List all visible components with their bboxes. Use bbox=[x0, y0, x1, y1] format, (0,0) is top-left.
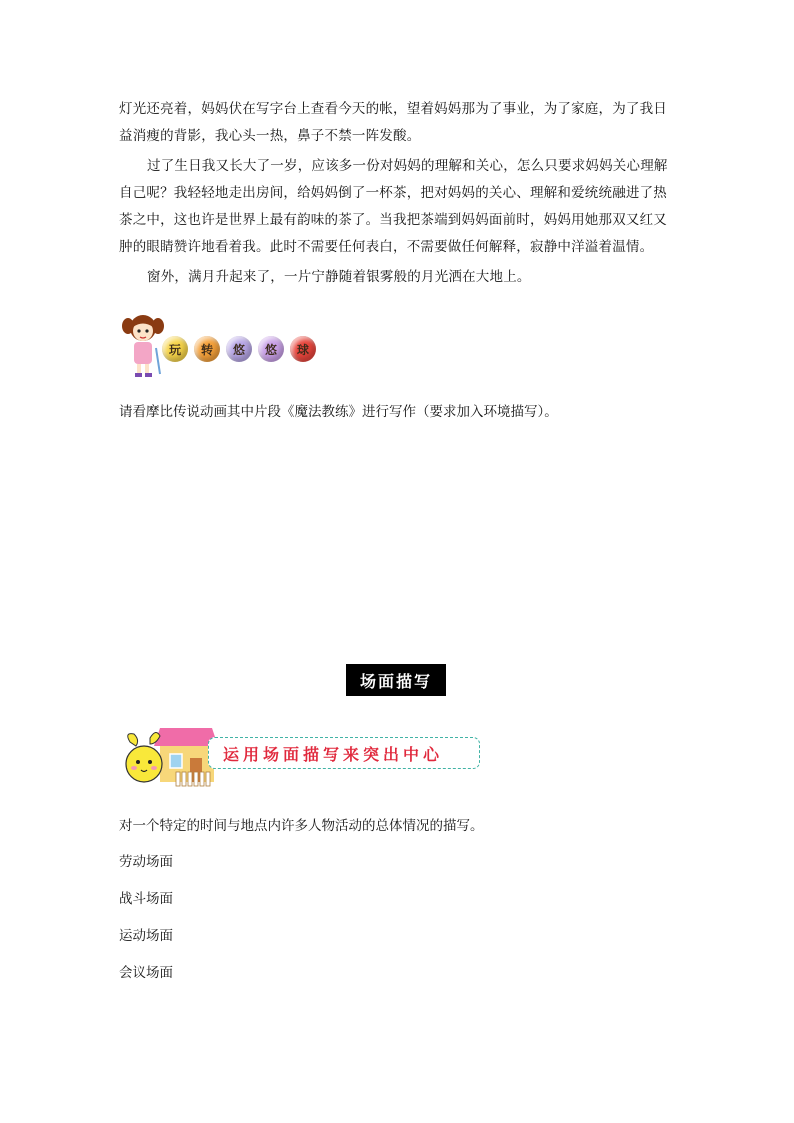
scene-item-3: 运动场面 bbox=[119, 928, 173, 944]
writing-prompt: 请看摩比传说动画其中片段《魔法教练》进行写作（要求加入环境描写）。 bbox=[119, 404, 558, 420]
section-banner bbox=[208, 737, 480, 769]
house-character-illustration bbox=[120, 724, 220, 790]
banner-text: 运用场面描写来突出中心 bbox=[223, 744, 444, 764]
scene-definition: 对一个特定的时间与地点内许多人物活动的总体情况的描写。 bbox=[119, 818, 484, 834]
paragraph-2: 过了生日我又长大了一岁，应该多一份对妈妈的理解和关心，怎么只要求妈妈关心理解自己呢？我轻轻地走出房间，给妈妈倒了一杯茶，把对妈妈的关心、理解和爱统统融进了热茶之中，这也许是世界上最有韵味的茶了。当我把茶端到妈妈面前时，妈妈用她那双又红又肿的眼睛赞许地看着我。此时不需要任何表白，不需要做任何解释，寂静中洋溢着温情。 bbox=[119, 158, 668, 255]
scene-item-1: 劳动场面 bbox=[119, 854, 173, 870]
girl-illustration bbox=[120, 308, 168, 380]
ball-3: 悠 bbox=[226, 336, 252, 362]
section-title: 场面描写 bbox=[346, 664, 446, 696]
ball-1: 玩 bbox=[162, 336, 188, 362]
paragraph-3: 窗外，满月升起来了，一片宁静随着银雾般的月光洒在大地上。 bbox=[147, 269, 531, 285]
scene-item-2: 战斗场面 bbox=[119, 891, 173, 907]
ball-4: 悠 bbox=[258, 336, 284, 362]
ball-5: 球 bbox=[290, 336, 316, 362]
scene-item-4: 会议场面 bbox=[119, 965, 173, 981]
ball-2: 转 bbox=[194, 336, 220, 362]
paragraph-1: 灯光还亮着，妈妈伏在写字台上查看今天的帐，望着妈妈那为了事业，为了家庭，为了我日益消瘦的背影，我心头一热，鼻子不禁一阵发酸。 bbox=[119, 101, 667, 144]
yoyo-balls bbox=[162, 336, 316, 362]
